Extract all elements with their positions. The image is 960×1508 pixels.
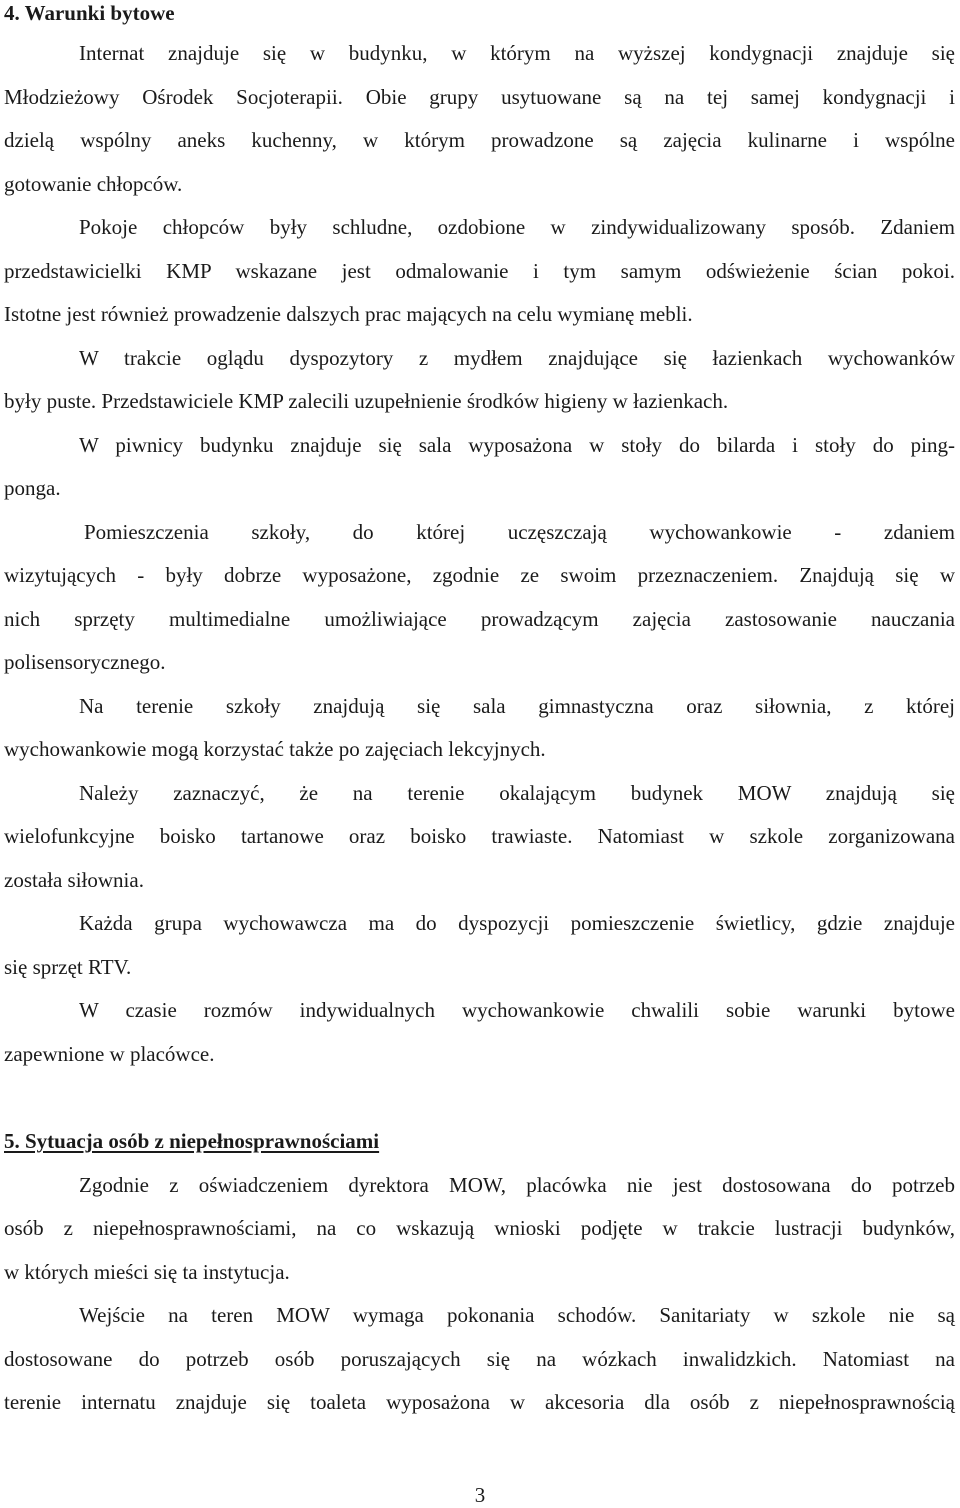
section-4-line: W trakcie oglądu dyspozytory z mydłem znajdujące się łazienkach wychowanków — [79, 346, 955, 370]
section-4-line: W czasie rozmów indywidualnych wychowankowie chwalili sobie warunki bytowe — [79, 998, 955, 1022]
section-4-line: wielofunkcyjne boisko tartanowe oraz boisko trawiaste. Natomiast w szkole zorganizowana — [4, 824, 955, 848]
section-4-line: Pokoje chłopców były schludne, ozdobione w zindywidualizowany sposób. Zdaniem — [79, 215, 955, 239]
section-4-line: Istotne jest również prowadzenie dalszych prac mających na celu wymianę mebli. — [4, 302, 693, 326]
section-4-line: Internat znajduje się w budynku, w którym na wyższej kondygnacji znajduje się — [79, 41, 955, 65]
section-4-line: ponga. — [4, 476, 61, 500]
section-5-line: dostosowane do potrzeb osób poruszających się na wózkach inwalidzkich. Natomiast na — [4, 1347, 955, 1371]
section-4-line: wychowankowie mogą korzystać także po zajęciach lekcyjnych. — [4, 737, 546, 761]
section-4-line: polisensorycznego. — [4, 650, 166, 674]
section-4-line: przedstawicielki KMP wskazane jest odmalowanie i tym samym odświeżenie ścian pokoi. — [4, 259, 955, 283]
section-4-line: Należy zaznaczyć, że na terenie okalającym budynek MOW znajdują się — [79, 781, 955, 805]
section-5-line: Wejście na teren MOW wymaga pokonania schodów. Sanitariaty w szkole nie są — [79, 1303, 955, 1327]
section-4-heading: 4. Warunki bytowe — [4, 1, 175, 25]
section-4-line: została siłownia. — [4, 868, 144, 892]
section-4-line: Młodzieżowy Ośrodek Socjoterapii. Obie grupy usytuowane są na tej samej kondygnacji i — [4, 85, 955, 109]
section-4-line: zapewnione w placówce. — [4, 1042, 215, 1066]
section-4-line: nich sprzęty multimedialne umożliwiające prowadzącym zajęcia zastosowanie nauczania — [4, 607, 955, 631]
section-5-line: terenie internatu znajduje się toaleta wyposażona w akcesoria dla osób z niepełnosprawnością — [4, 1390, 955, 1414]
section-4-line: W piwnicy budynku znajduje się sala wyposażona w stoły do bilarda i stoły do ping- — [79, 433, 955, 457]
page-number: 3 — [474, 1483, 486, 1507]
section-4-line: dzielą wspólny aneks kuchenny, w którym prowadzone są zajęcia kulinarne i wspólne — [4, 128, 955, 152]
section-4-line: Na terenie szkoły znajdują się sala gimnastyczna oraz siłownia, z której — [79, 694, 955, 718]
section-4-line: wizytujących - były dobrze wyposażone, zgodnie ze swoim przeznaczeniem. Znajdują się w — [4, 563, 955, 587]
section-5-line: osób z niepełnosprawnościami, na co wskazują wnioski podjęte w trakcie lustracji budynków, — [4, 1216, 955, 1240]
section-4-line: się sprzęt RTV. — [4, 955, 132, 979]
section-4-line: Pomieszczenia szkoły, do której uczęszczają wychowankowie - zdaniem — [84, 520, 955, 544]
section-5-line: Zgodnie z oświadczeniem dyrektora MOW, placówka nie jest dostosowana do potrzeb — [79, 1173, 955, 1197]
section-5-heading: 5. Sytuacja osób z niepełnosprawnościami — [4, 1129, 380, 1153]
section-5-line: w których mieści się ta instytucja. — [4, 1260, 290, 1284]
section-4-line: Każda grupa wychowawcza ma do dyspozycji pomieszczenie świetlicy, gdzie znajduje — [79, 911, 955, 935]
section-4-line: gotowanie chłopców. — [4, 172, 183, 196]
section-4-line: były puste. Przedstawiciele KMP zalecili uzupełnienie środków higieny w łazienkach. — [4, 389, 729, 413]
